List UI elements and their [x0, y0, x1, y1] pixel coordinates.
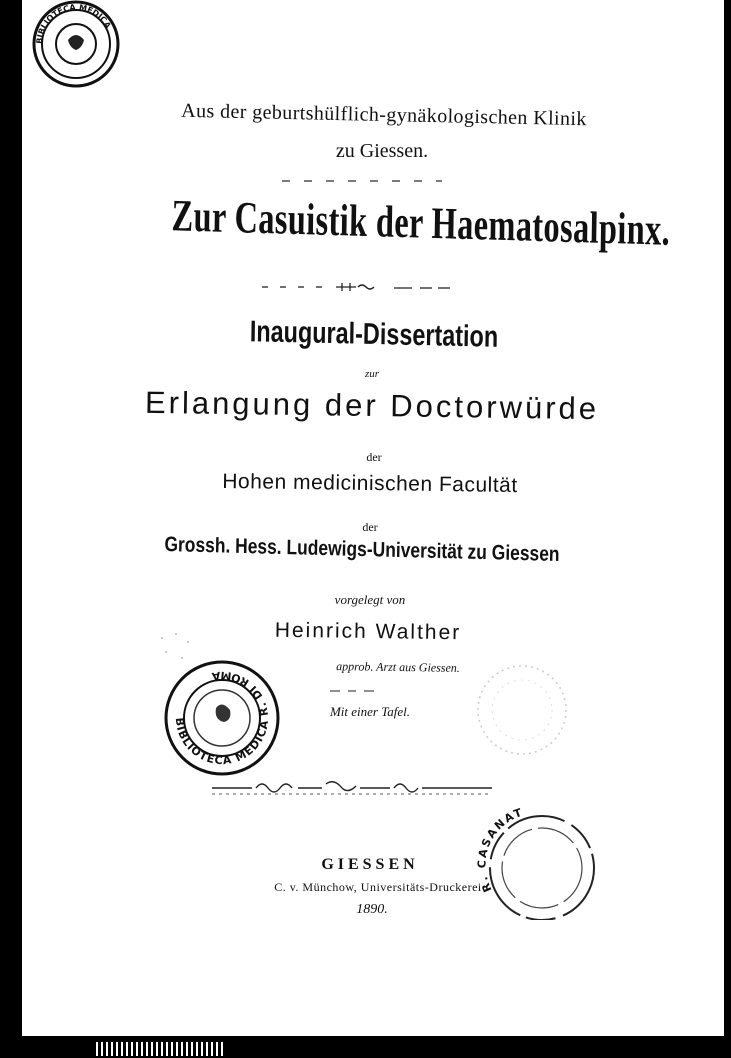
divider-dashes [262, 176, 462, 186]
imprint-city: GIESSEN [321, 856, 419, 873]
library-stamp-middle [150, 658, 296, 778]
library-stamp-bottom-right [462, 800, 612, 920]
stamp3-text: R. CASANAT [475, 805, 526, 895]
place-line: zu Giessen. [335, 140, 429, 162]
svg-text:R. CASANAT [475, 805, 525, 894]
imprint-printer: C. v. Münchow, Universitäts-Druckerei [274, 880, 482, 894]
author-credentials: approb. Arzt aus Giessen. [336, 659, 460, 675]
faint-stamp-impression [462, 660, 582, 760]
title-divider [254, 280, 454, 294]
plates-note: Mit einer Tafel. [329, 704, 411, 719]
library-stamp-top-left [22, 0, 138, 90]
scan-border-right [724, 0, 731, 1058]
library-stamp-bottom-right-icon [462, 800, 612, 920]
dissertation-type: Inaugural-Dissertation [249, 315, 499, 354]
purpose-line: Erlangung der Doctorwürde [144, 384, 600, 427]
scan-border-bottom [0, 1036, 731, 1058]
library-stamp-middle-icon [150, 658, 296, 778]
der-line-2: der [362, 520, 378, 534]
zur-line: zur [364, 368, 380, 380]
university-line: Grossh. Hess. Ludewigs-Universität zu Giessen [164, 533, 560, 566]
library-stamp-top-left-icon [22, 0, 138, 90]
faint-stamp-icon [462, 660, 582, 760]
binding-ticks [96, 1042, 226, 1056]
der-line-1: der [366, 450, 382, 464]
document-title: Zur Casuistik der Haematosalpinx. [171, 190, 671, 255]
title-page [22, 0, 731, 1036]
stamp2-text: BIBLIOTECA MEDICA R. DI ROMA [172, 668, 272, 768]
author-name: Heinrich Walther [274, 618, 462, 645]
faculty-line: Hohen medicinischen Facultät [222, 469, 518, 498]
stamp1-text: BIBLIOTECA MEDICA [34, 2, 113, 45]
clinic-line: Aus der geburtshülflich-gynäkologischen Klinik [181, 99, 587, 131]
submitted-by-line: vorgelegt von [334, 592, 406, 607]
paper-specks [152, 628, 212, 668]
imprint-year: 1890. [356, 902, 388, 917]
short-divider [322, 688, 382, 694]
